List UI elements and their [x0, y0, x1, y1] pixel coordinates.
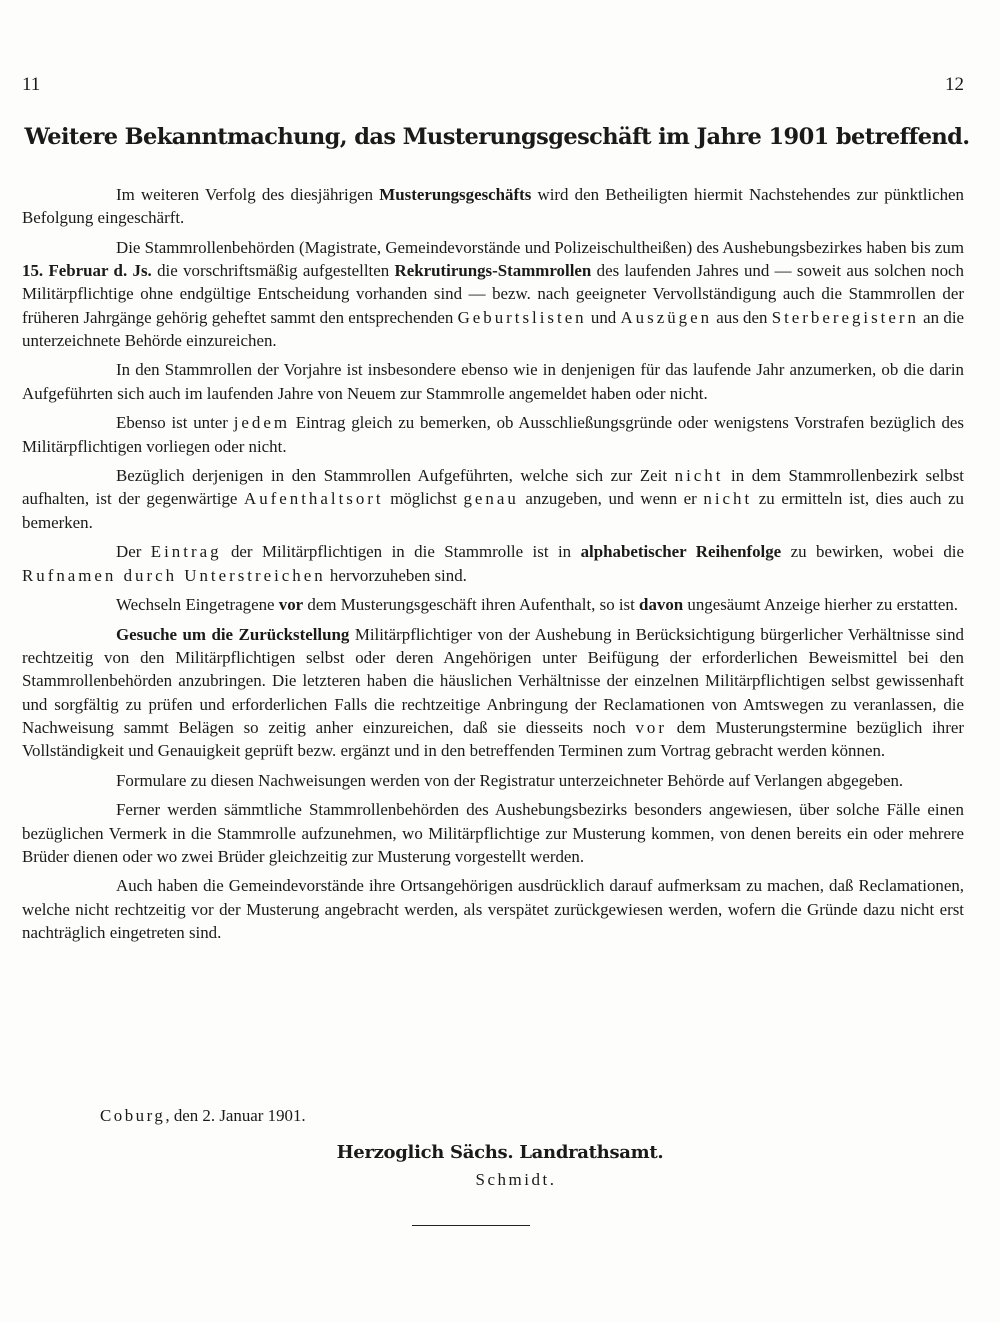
- paragraph-1: [22, 183, 964, 229]
- spaced-geburtslisten: Geburtslisten: [457, 307, 587, 327]
- spaced-vor: vor: [635, 717, 667, 737]
- paragraph-5: [22, 464, 964, 534]
- text: aus den: [712, 307, 772, 327]
- spaced-auszuegen: Auszügen: [620, 307, 713, 327]
- text: in dem Stammrollenbezirk selbst aufhalten, ist der gegenwärtige: [22, 466, 964, 509]
- text: hervorzuheben sind.: [325, 565, 467, 585]
- signature-name: Schmidt.: [475, 1170, 557, 1189]
- emphasis-musterungsgeschaeft: Musterungsgeschäfts: [379, 185, 532, 204]
- paragraph-10: Ferner werden sämmtliche Stammrollenbehörden des Aushebungsbezirks besonders angewiesen, über solche Fälle einen bezüglichen Vermerk in die Stammrolle aufzunehmen, wo Militärpflichtige zur Musterung kommen, von denen bereits ein oder mehrere Brüder dienen oder wo zwei Brüder gleichzeitig zur Musterung vorgestellt werden.: [22, 800, 964, 866]
- text: der Militärpflichtigen in die Stammrolle ist in: [221, 542, 581, 562]
- closing-rule: [412, 1225, 530, 1226]
- paragraph-3: In den Stammrollen der Vorjahre ist insbesondere ebenso wie in denjenigen für das laufende Jahr anzumerken, ob die darin Aufgeführten sich auch im laufenden Jahre von Neuem zur Stammrolle angemeldet haben oder nicht.: [22, 360, 964, 403]
- closing-line: [100, 1106, 306, 1126]
- text: Eintrag gleich zu bemerken, ob Ausschließungsgründe oder wenigstens Vorstrafen bezüglich des Militärpflichtigen vorliegen oder nicht.: [22, 413, 964, 456]
- text: Die Stammrollenbehörden (Magistrate, Gemeindevorstände und Polizeischultheißen) des Aushebungsbezirkes haben bis zum: [116, 237, 964, 257]
- text: zu ermitteln ist, dies auch zu bemerken.: [22, 489, 965, 532]
- text: Militärpflichtiger von der Aushebung in Berücksichtigung bürgerlicher Verhältnisse sind rechtzeitig von den Militärpflichtigen selbst oder deren Angehörigen unter Beifügung der erforderlichen Beweismittel bei den Stammrollenbehörden anzubringen. Die letzteren haben die häuslichen Verhältnisse der einzelnen Militärpflichtigen selbst gewissenhaft und sorgfältig zu prüfen und erforderlichen Falls die rechtzeitige Anbringung der Reclamationen von Amtswegen zu veranlassen, die Nachweisung sammt Belägen so zeitig anher einzureichen, daß sie diesseits noch: [22, 624, 964, 737]
- text: die vorschriftsmäßig aufgestellten: [151, 261, 395, 281]
- document-title: Weitere Bekanntmachung, das Musterungsgeschäft im Jahre 1901 betreffend.: [24, 124, 970, 150]
- spaced-sterberegistern: Sterberegistern: [771, 307, 919, 327]
- text: Im weiteren Verfolg des diesjährigen: [116, 185, 380, 204]
- emphasis-alphabetical: alphabetischer Reihenfolge: [580, 542, 782, 562]
- closing-date: , den 2. Januar 1901.: [165, 1106, 306, 1125]
- text: ungesäumt Anzeige hierher zu erstatten.: [683, 595, 959, 615]
- text: Wechseln Eingetragene: [116, 595, 279, 615]
- emphasis-gesuche: Gesuche um die Zurückstellung: [116, 624, 350, 644]
- closing-place: Coburg: [100, 1106, 166, 1125]
- paragraph-6: [22, 540, 964, 586]
- paragraph-7: [22, 593, 964, 616]
- emphasis-davon: davon: [639, 595, 684, 615]
- text: anzugeben, und wenn er: [518, 489, 704, 509]
- spaced-nicht: nicht: [674, 466, 724, 486]
- text: des laufenden Jahres und — soweit aus solchen noch Militärpflichtige ohne endgültige Entscheidung vorhanden sind — bezw. nach geeigneter Vervollständigung auch die Stammrollen der früheren Jahrgänge gehörig geheftet sammt den entsprechenden: [22, 261, 964, 327]
- paragraph-8: [22, 623, 964, 762]
- spaced-eintrag: Eintrag: [150, 542, 222, 562]
- spaced-jedem: jedem: [233, 413, 290, 433]
- text: an die unterzeichnete Behörde einzureichen.: [22, 307, 965, 350]
- paragraph-11: Auch haben die Gemeindevorstände ihre Ortsangehörigen ausdrücklich darauf aufmerksam zu machen, daß Reclamationen, welche nicht rechtzeitig vor der Musterung angebracht werden, als verspätet zurückgewiesen werden, wofern die Gründe dazu nicht erst nachträglich eingetreten sind.: [22, 876, 964, 942]
- text: möglichst: [383, 489, 464, 509]
- text: Ebenso ist unter: [116, 413, 234, 433]
- text: dem Musterungstermine bezüglich ihrer Vollständigkeit und Genauigkeit geprüft bezw. ergänzt und in den betreffenden Terminen zum Vortrag gebracht werden können.: [22, 717, 964, 760]
- text: und: [586, 307, 621, 327]
- paragraph-4: [22, 411, 964, 457]
- page-number-left: 11: [22, 74, 41, 95]
- document-body: [22, 183, 964, 951]
- emphasis-vor: vor: [278, 595, 304, 615]
- text: Der: [116, 542, 151, 562]
- spaced-rufnamen: Rufnamen durch Unterstreichen: [22, 565, 326, 585]
- emphasis-rekrutirungs-stammrollen: Rekrutirungs-Stammrollen: [394, 261, 592, 281]
- issuing-authority: Herzoglich Sächs. Landrathsamt.: [336, 1142, 664, 1163]
- paragraph-2: [22, 236, 964, 352]
- text: zu bewirken, wobei die: [781, 542, 964, 562]
- spaced-aufenthaltsort: Aufenthaltsort: [244, 489, 384, 509]
- text: wird den Betheiligten hiermit Nachstehendes zur pünktlichen Befolgung eingeschärft.: [22, 185, 964, 228]
- page-number-right: 12: [945, 74, 964, 95]
- text: Bezüglich derjenigen in den Stammrollen Aufgeführten, welche sich zur Zeit: [116, 466, 675, 486]
- emphasis-deadline: 15. Februar d. Js.: [22, 261, 152, 281]
- text: dem Musterungsgeschäft ihren Aufenthalt, so ist: [303, 595, 640, 615]
- spaced-nicht: nicht: [703, 489, 753, 509]
- spaced-genau: genau: [463, 489, 519, 509]
- paragraph-9: Formulare zu diesen Nachweisungen werden von der Registratur unterzeichneter Behörde auf Verlangen abgegeben.: [116, 770, 904, 790]
